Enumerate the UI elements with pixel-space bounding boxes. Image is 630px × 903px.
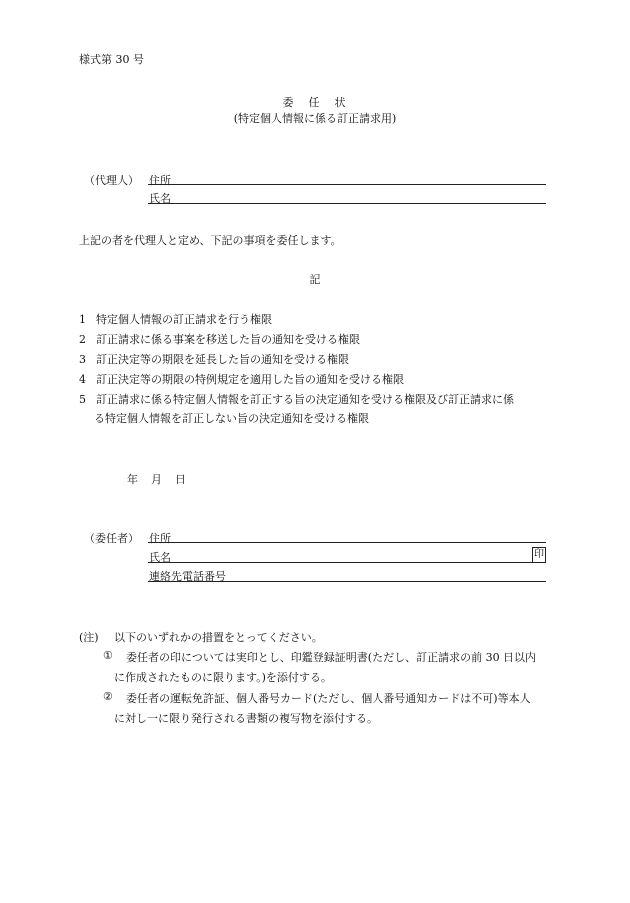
item-number: 5	[79, 393, 86, 406]
delegation-statement: 上記の者を代理人と定め、下記の事項を委任します。	[79, 234, 342, 247]
item-number: 2	[79, 333, 86, 346]
item-number: 1	[79, 313, 86, 326]
agent-name-label: 氏名	[149, 192, 171, 205]
item-text: 訂正決定等の期限を延長した旨の通知を受ける権限	[96, 353, 349, 366]
item-number: 3	[79, 353, 86, 366]
item-number: 4	[79, 373, 86, 386]
document-title: 委 任 状	[282, 96, 348, 109]
notes-label: (注)	[79, 631, 99, 644]
ki-heading: 記	[309, 273, 321, 286]
principal-phone-label: 連絡先電話番号	[149, 570, 226, 583]
note-1-line-1: 委任者の印については実印とし、印鑑登録証明書(ただし、訂正請求の前 30 日以内	[126, 651, 537, 664]
list-item	[79, 391, 514, 407]
principal-name-label: 氏名	[149, 551, 171, 564]
date-year: 年	[127, 473, 138, 486]
note-1-mark: ①	[103, 649, 113, 662]
list-item	[79, 331, 360, 347]
principal-label: （委任者）	[84, 532, 139, 545]
note-2-mark: ②	[103, 690, 113, 703]
form-number: 様式第 30 号	[79, 53, 144, 66]
agent-address-field[interactable]	[148, 184, 546, 185]
seal-mark: 印	[532, 547, 546, 563]
list-item	[79, 311, 272, 327]
agent-label: （代理人）	[84, 174, 139, 187]
item-text: 特定個人情報の訂正請求を行う権限	[96, 313, 272, 326]
list-item-continuation: る特定個人情報を訂正しない旨の決定通知を受ける権限	[94, 412, 369, 425]
item-text: 訂正決定等の期限の特例規定を適用した旨の通知を受ける権限	[96, 373, 404, 386]
document-subtitle: (特定個人情報に係る訂正請求用)	[233, 112, 397, 125]
agent-address-label: 住所	[149, 174, 171, 187]
date-day: 日	[175, 473, 186, 486]
note-1-line-2: に作成されたものに限ります。)を添付する。	[114, 671, 332, 684]
date-month: 月	[151, 473, 162, 486]
principal-address-field[interactable]	[148, 542, 546, 543]
agent-name-field[interactable]	[148, 203, 546, 204]
note-2-line-1: 委任者の運転免許証、個人番号カード(ただし、個人番号通知カードは不可)等本人	[126, 692, 531, 705]
item-text: 訂正請求に係る特定個人情報を訂正する旨の決定通知を受ける権限及び訂正請求に係	[96, 393, 514, 406]
principal-name-field[interactable]	[148, 562, 546, 563]
item-text: 訂正請求に係る事案を移送した旨の通知を受ける権限	[96, 333, 360, 346]
list-item	[79, 371, 404, 387]
list-item	[79, 351, 349, 367]
note-2-line-2: に対し一に限り発行される書類の複写物を添付する。	[114, 712, 378, 725]
principal-phone-field[interactable]	[148, 581, 546, 582]
notes-intro: 以下のいずれかの措置をとってください。	[114, 631, 323, 644]
principal-address-label: 住所	[149, 532, 171, 545]
